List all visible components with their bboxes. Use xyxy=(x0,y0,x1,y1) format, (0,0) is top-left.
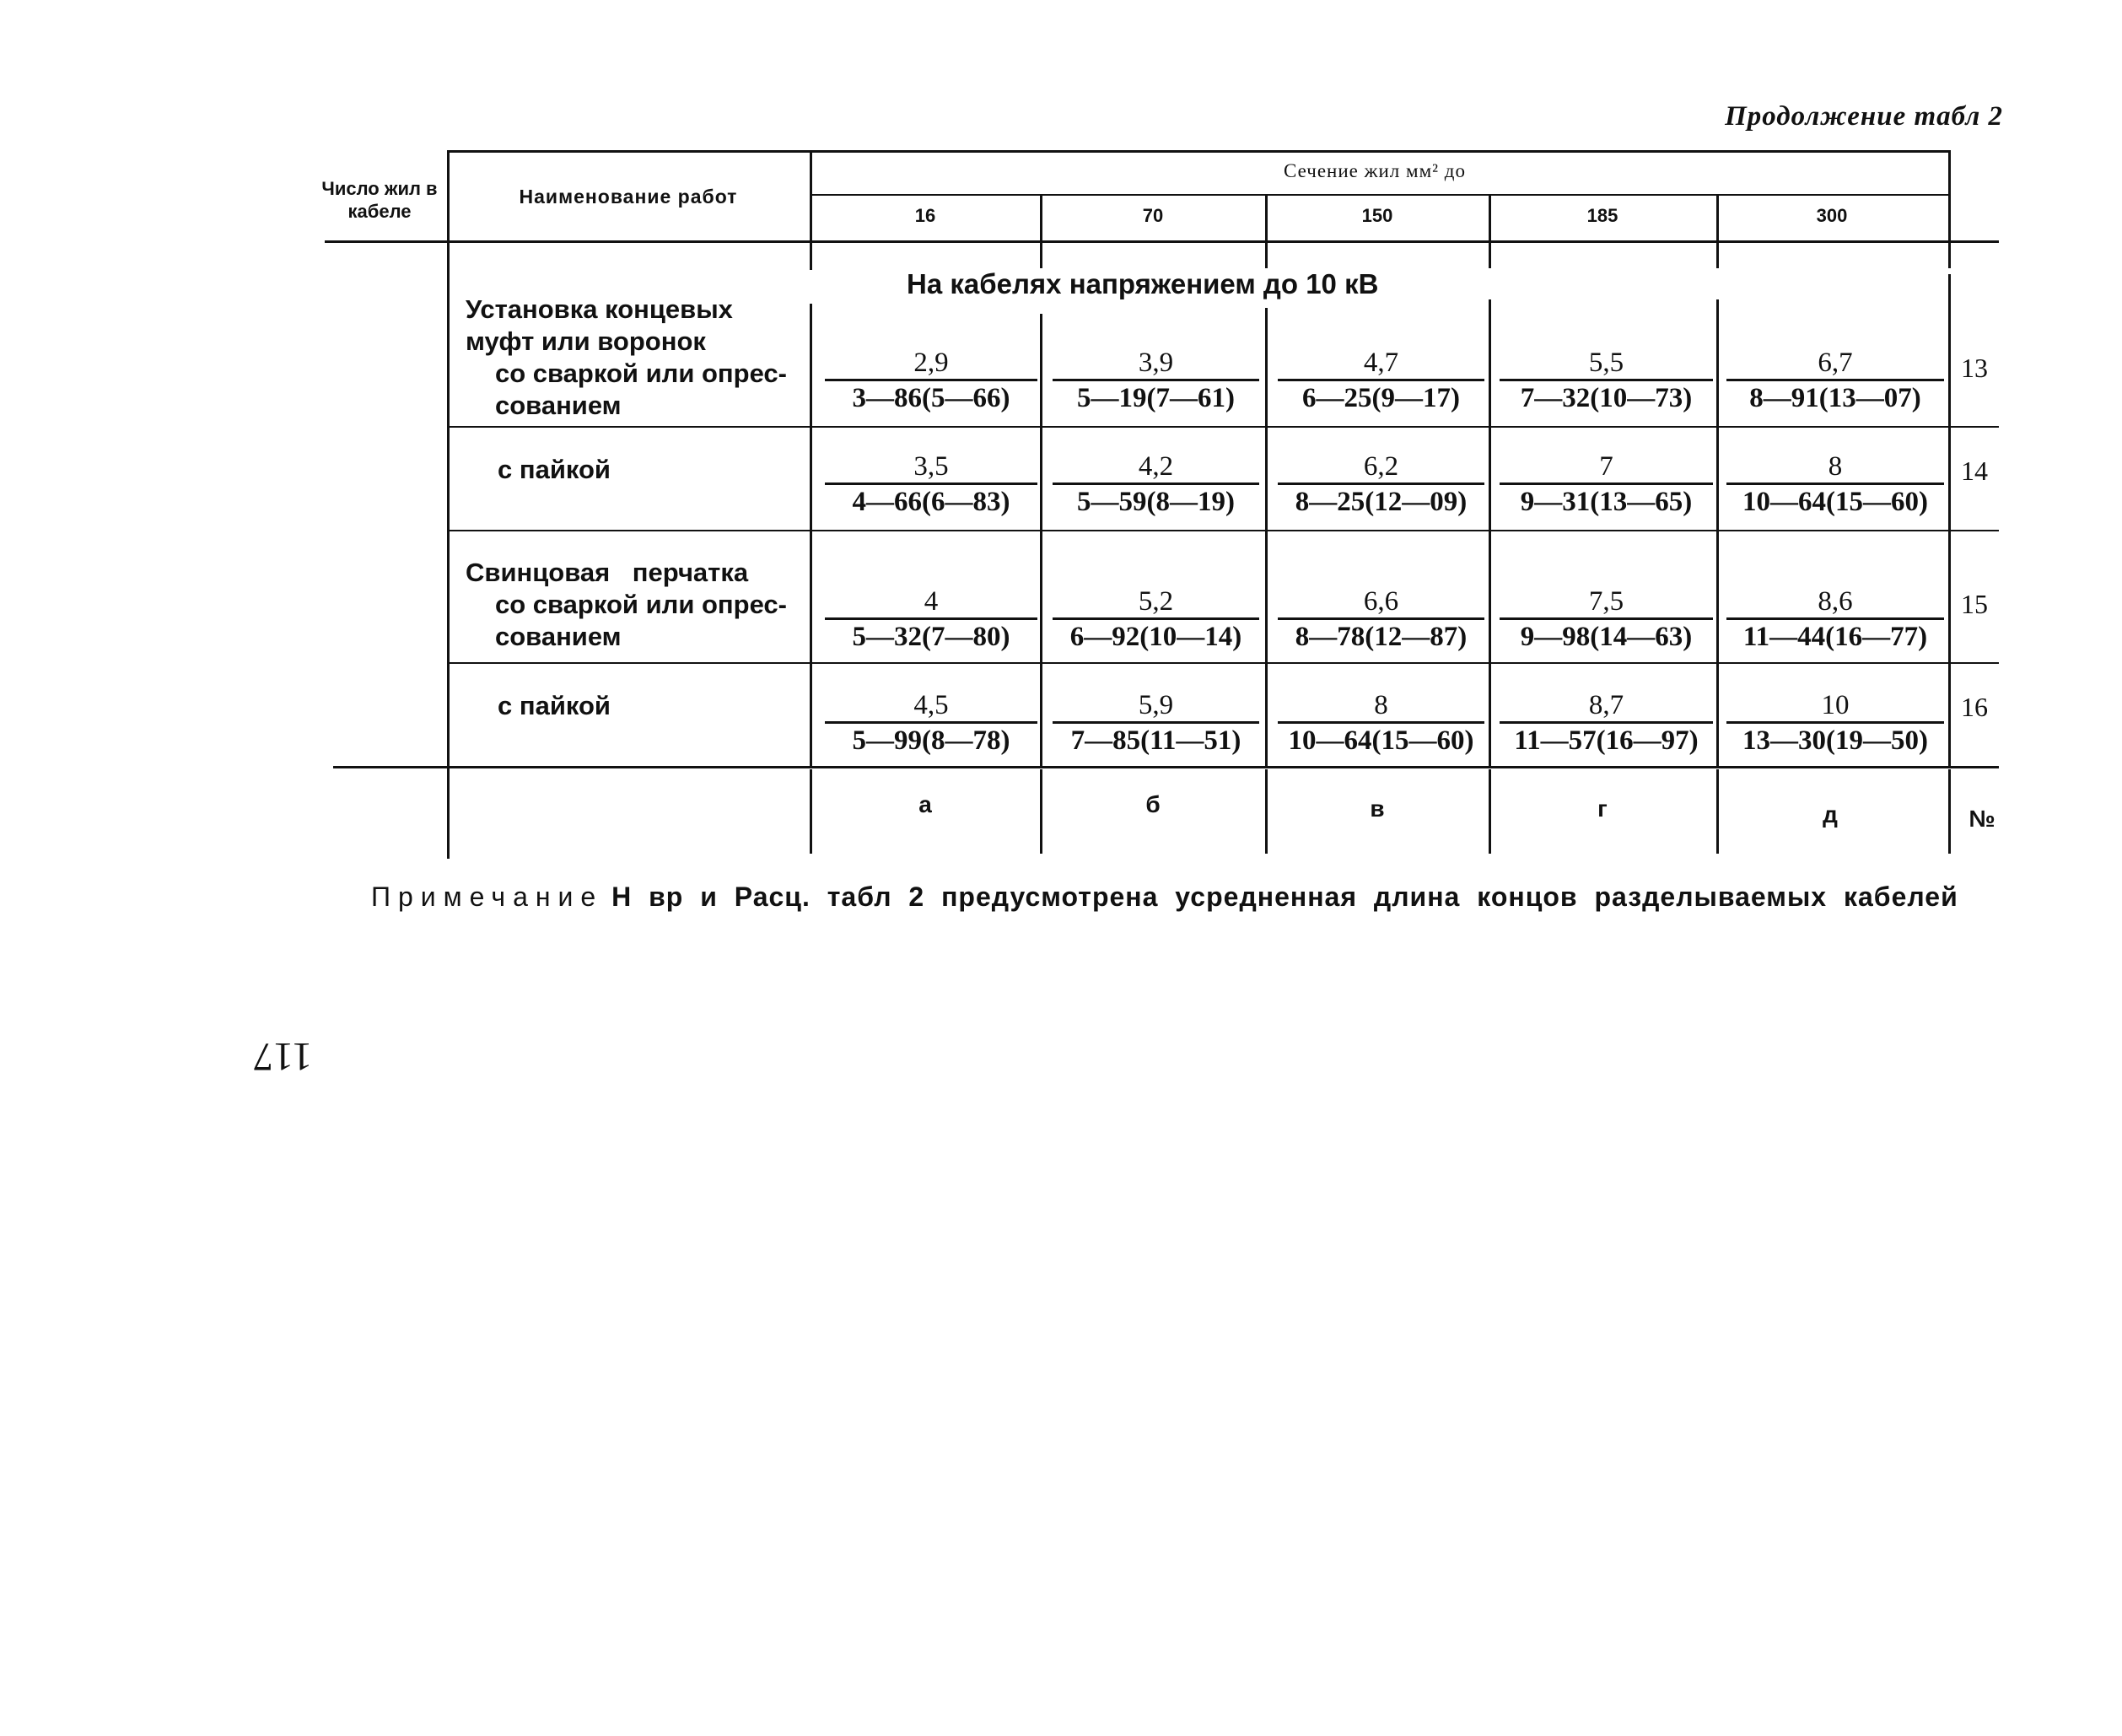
fraction-bar xyxy=(1053,617,1259,620)
column-letter-a: а xyxy=(918,791,932,817)
time-norm: 8,7 xyxy=(1588,690,1624,720)
fraction-bar xyxy=(1278,617,1484,620)
value-cell-13-a xyxy=(825,348,1037,413)
size-header-rule xyxy=(810,194,1948,196)
rate: 9—31(13—65) xyxy=(1520,487,1693,517)
header-work-name: Наименование работ xyxy=(519,186,738,208)
value-cell-16-e xyxy=(1726,690,1944,756)
fraction-bar xyxy=(1726,483,1944,485)
rate: 11—57(16—97) xyxy=(1514,725,1699,756)
col-divider-3-footer xyxy=(1489,769,1491,854)
size-185: 185 xyxy=(1586,205,1618,226)
fraction-bar xyxy=(825,617,1037,620)
row-number-13: 13 xyxy=(1961,353,1988,383)
fraction-bar xyxy=(1500,617,1713,620)
value-cell-15-e xyxy=(1726,586,1944,652)
col-divider-5-header xyxy=(1948,150,1951,243)
fraction-bar xyxy=(1278,483,1484,485)
column-letter-e: д xyxy=(1823,801,1838,828)
rate: 4—66(6—83) xyxy=(852,487,1010,517)
section-title: На кабелях напряжением до 10 кВ xyxy=(907,268,1379,299)
col-divider-3-tick xyxy=(1489,240,1491,268)
fraction-bar xyxy=(825,379,1037,381)
col-divider-work-footer xyxy=(810,769,812,854)
time-norm: 7,5 xyxy=(1588,586,1624,617)
rate: 11—44(16—77) xyxy=(1742,622,1928,652)
row-number-14: 14 xyxy=(1961,456,1988,486)
col-divider-work xyxy=(810,304,812,768)
rate: 6—25(9—17) xyxy=(1302,383,1460,413)
work-word: Установка концевых xyxy=(466,294,733,324)
col-divider-2 xyxy=(1265,308,1268,766)
rate: 3—86(5—66) xyxy=(852,383,1010,413)
row-rule-3 xyxy=(447,662,1999,664)
time-norm: 6,2 xyxy=(1363,451,1399,482)
col-divider-4-header xyxy=(1716,194,1719,240)
size-70: 70 xyxy=(1142,205,1164,226)
value-cell-14-e xyxy=(1726,451,1944,517)
work-line: муфт или воронок xyxy=(466,326,706,356)
work-line: Свинцовая перчатка xyxy=(466,558,749,587)
work-line: сованием xyxy=(495,622,622,651)
value-cell-13-c xyxy=(1278,348,1484,413)
table-note xyxy=(371,881,1958,913)
fraction-bar xyxy=(1053,379,1259,381)
time-norm: 3,5 xyxy=(913,451,949,482)
fraction-bar xyxy=(1278,721,1484,724)
rate: 13—30(19—50) xyxy=(1742,725,1928,756)
value-cell-13-b xyxy=(1053,348,1259,413)
size-300: 300 xyxy=(1816,205,1848,226)
time-norm: 8 xyxy=(1374,690,1388,720)
work-name-row-14: с пайкой xyxy=(498,455,611,484)
fraction-bar xyxy=(1726,721,1944,724)
page-number: 117 xyxy=(253,1034,313,1079)
value-cell-14-a xyxy=(825,451,1037,517)
value-cell-15-d xyxy=(1500,586,1713,652)
col-divider-4 xyxy=(1716,299,1719,766)
fraction-bar xyxy=(1500,379,1713,381)
time-norm: 6,6 xyxy=(1363,586,1399,617)
work-name-row-16: с пайкой xyxy=(498,691,611,720)
col-divider-3 xyxy=(1489,299,1491,766)
size-150: 150 xyxy=(1361,205,1393,226)
number-label: № xyxy=(1969,806,1995,832)
col-divider-5-tick xyxy=(1948,240,1951,268)
col-divider-2-tick xyxy=(1265,240,1268,268)
rate: 7—32(10—73) xyxy=(1520,383,1693,413)
rate: 10—64(15—60) xyxy=(1288,725,1474,756)
time-norm: 5,5 xyxy=(1588,348,1624,378)
time-norm: 5,9 xyxy=(1138,690,1174,720)
rate: 7—85(11—51) xyxy=(1070,725,1241,756)
rate: 5—19(7—61) xyxy=(1077,383,1235,413)
col-divider-4-tick xyxy=(1716,240,1719,268)
time-norm: 4,5 xyxy=(913,690,949,720)
row-number-16: 16 xyxy=(1961,692,1988,722)
work-name-row-13 xyxy=(466,294,799,422)
value-cell-15-c xyxy=(1278,586,1484,652)
fraction-bar xyxy=(1053,721,1259,724)
row-rule-2 xyxy=(447,530,1999,531)
fraction-bar xyxy=(1726,379,1944,381)
value-cell-15-a xyxy=(825,586,1037,652)
value-cell-13-e xyxy=(1726,348,1944,413)
fraction-bar xyxy=(1053,483,1259,485)
fraction-bar xyxy=(825,721,1037,724)
rate: 5—32(7—80) xyxy=(852,622,1010,652)
work-line: со сваркой или опрес- xyxy=(495,359,787,388)
time-norm: 8,6 xyxy=(1818,586,1853,617)
value-cell-16-d xyxy=(1500,690,1713,756)
column-letter-c: в xyxy=(1370,795,1385,822)
time-norm: 8 xyxy=(1828,451,1843,482)
column-letter-b: б xyxy=(1145,791,1161,817)
value-cell-15-b xyxy=(1053,586,1259,652)
time-norm: 6,7 xyxy=(1818,348,1853,378)
work-name-row-15 xyxy=(466,557,799,653)
row-rule-1 xyxy=(447,426,1999,428)
col-divider-work-header xyxy=(810,150,812,243)
rate: 6—92(10—14) xyxy=(1069,622,1242,652)
row-number-15: 15 xyxy=(1961,589,1988,619)
col-divider-4-footer xyxy=(1716,769,1719,854)
rate: 5—99(8—78) xyxy=(852,725,1010,756)
work-line xyxy=(466,294,799,326)
value-cell-14-b xyxy=(1053,451,1259,517)
time-norm: 2,9 xyxy=(913,348,949,378)
body-bottom-rule xyxy=(333,766,1999,768)
fraction-bar xyxy=(825,483,1037,485)
rate: 9—98(14—63) xyxy=(1520,622,1693,652)
rate: 10—64(15—60) xyxy=(1742,487,1928,517)
header-cable-count: Число жил в кабеле xyxy=(321,178,438,222)
time-norm: 7 xyxy=(1599,451,1613,482)
rate: 8—91(13—07) xyxy=(1749,383,1921,413)
col-divider-2-header xyxy=(1265,194,1268,240)
time-norm: 4,2 xyxy=(1138,451,1174,482)
rate: 8—78(12—87) xyxy=(1295,622,1468,652)
table-caption: Продолжение табл 2 xyxy=(1725,101,2003,132)
time-norm: 3,9 xyxy=(1138,348,1174,378)
col-divider-5 xyxy=(1948,274,1951,766)
col-divider-3-header xyxy=(1489,194,1491,240)
work-line: сованием xyxy=(495,391,622,420)
header-cross-section: Сечение жил мм² до xyxy=(1284,160,1466,181)
value-cell-13-d xyxy=(1500,348,1713,413)
rate: 8—25(12—09) xyxy=(1295,487,1468,517)
col-divider-1-footer xyxy=(1040,769,1042,854)
column-letter-d: г xyxy=(1597,795,1608,822)
time-norm: 4,7 xyxy=(1363,348,1399,378)
value-cell-16-c xyxy=(1278,690,1484,756)
size-16: 16 xyxy=(914,205,936,226)
time-norm: 5,2 xyxy=(1138,586,1174,617)
note-label: Примечание xyxy=(371,881,604,912)
rate: 5—59(8—19) xyxy=(1077,487,1235,517)
fraction-bar xyxy=(1278,379,1484,381)
value-cell-14-c xyxy=(1278,451,1484,517)
header-bottom-rule xyxy=(325,240,1999,243)
fraction-bar xyxy=(1500,483,1713,485)
col-divider-1-tick xyxy=(1040,240,1042,268)
col-divider-1 xyxy=(1040,314,1042,766)
col-divider-count xyxy=(447,150,450,859)
note-text: Н вр и Расц. табл 2 предусмотрена усредненная длина концов разделываемых кабелей xyxy=(611,881,1958,912)
value-cell-16-b xyxy=(1053,690,1259,756)
col-divider-2-footer xyxy=(1265,769,1268,854)
table-top-rule xyxy=(447,150,1948,153)
time-norm: 4 xyxy=(924,586,939,617)
col-divider-1-header xyxy=(1040,194,1042,240)
fraction-bar xyxy=(1726,617,1944,620)
col-divider-work-tick xyxy=(810,240,812,270)
time-norm: 10 xyxy=(1821,690,1850,720)
fraction-bar xyxy=(1500,721,1713,724)
value-cell-14-d xyxy=(1500,451,1713,517)
value-cell-16-a xyxy=(825,690,1037,756)
work-line: со сваркой или опрес- xyxy=(495,590,787,619)
